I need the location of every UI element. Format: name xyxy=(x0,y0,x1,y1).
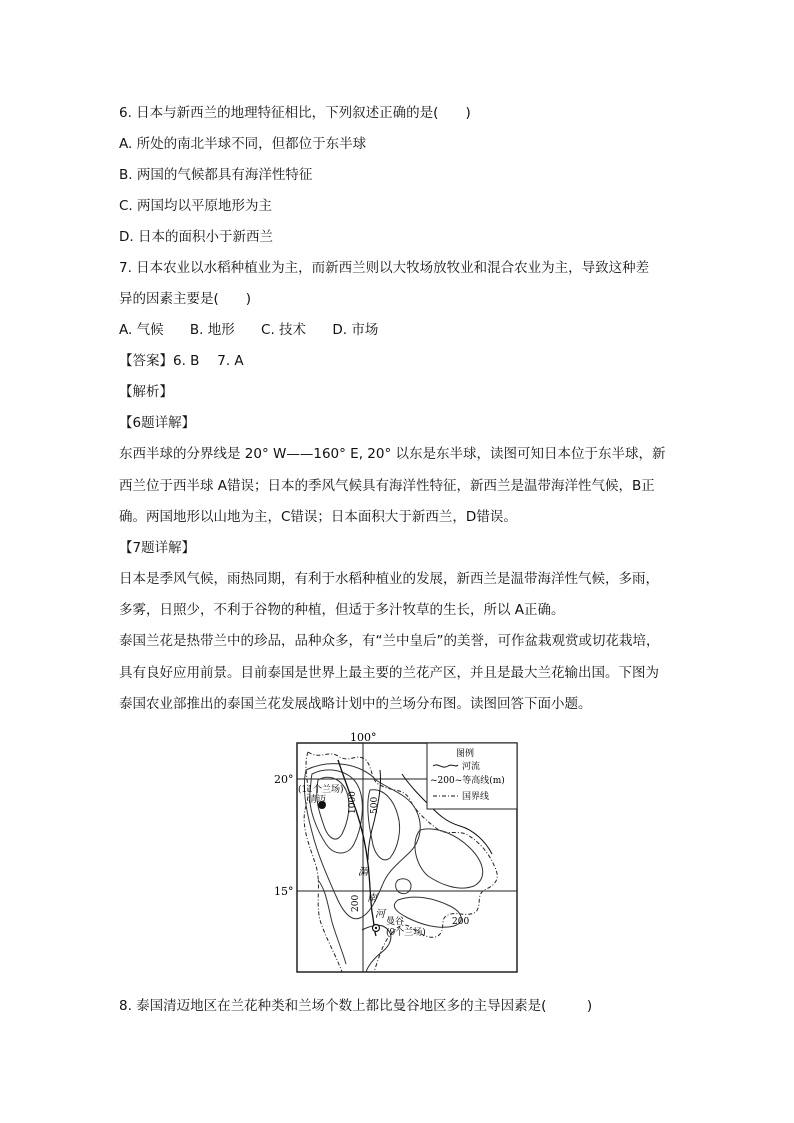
question-7-option-a: A. 气候 xyxy=(119,322,164,338)
bangkok-orchid-count: (9个兰场) xyxy=(386,928,426,938)
legend-river-label: 河流 xyxy=(462,762,481,772)
question-7-option-b: B. 地形 xyxy=(189,322,235,338)
question-6-option-b: B. 两国的气候都具有海洋性特征 xyxy=(119,167,313,183)
contour-label-500: 500 xyxy=(370,796,380,814)
question-6-option-c: C. 两国均以平原地形为主 xyxy=(119,198,273,214)
question-7-stem-line1: 7. 日本农业以水稻种植业为主，而新西兰则以大牧场放牧业和混合农业为主，导致这种差 xyxy=(119,260,650,276)
river-name-char: 湄 xyxy=(358,867,368,878)
question-7-stem-line2: 异的因素主要是( ) xyxy=(119,291,252,307)
detail-6-line: 东西半球的分界线是 20° W——160° E, 20° 以东是东半球，读图可知日本位于东半球，新 xyxy=(119,446,666,462)
legend-border-label: 国界线 xyxy=(462,792,490,802)
detail-6-title: 【6题详解】 xyxy=(119,415,196,431)
river-name-char: 河 xyxy=(375,909,385,920)
detail-6-line: 确。两国地形以山地为主，C错误；日本面积大于新西兰，D错误。 xyxy=(119,509,517,525)
question-7-options xyxy=(119,321,378,339)
question-6-stem: 6. 日本与新西兰的地理特征相比，下列叙述正确的是( ) xyxy=(119,105,471,121)
passage-line: 泰国兰花是热带兰中的珍品，品种众多，有“兰中皇后”的美誉，可作盆栽观赏或切花栽培， xyxy=(119,633,660,649)
bangkok-marker-dot xyxy=(375,927,377,929)
chiangmai-orchid-count: (11个兰场) xyxy=(298,785,344,795)
detail-7-title: 【7题详解】 xyxy=(119,540,196,556)
question-7-option-d: D. 市场 xyxy=(332,322,379,338)
longitude-100-label: 100° xyxy=(350,731,377,744)
legend-title: 图例 xyxy=(456,749,475,759)
answer-line: 【答案】6. B 7. A xyxy=(119,353,244,369)
latitude-20-label: 20° xyxy=(274,773,294,786)
chiangmai-name: 清迈 xyxy=(308,795,327,805)
question-8-stem: 8. 泰国清迈地区在兰花种类和兰场个数上都比曼谷地区多的主导因素是( ) xyxy=(119,998,593,1014)
detail-7-line: 日本是季风气候，雨热同期，有利于水稻种植业的发展，新西兰是温带海洋性气候，多雨， xyxy=(119,571,659,587)
contour-label-1000: 1000 xyxy=(348,791,358,814)
question-6-option-a: A. 所处的南北半球不同，但都位于东半球 xyxy=(119,136,367,152)
passage-line: 泰国农业部推出的泰国兰花发展战略计划中的兰场分布图。读图回答下面小题。 xyxy=(119,696,592,712)
thailand-orchid-map xyxy=(270,730,520,976)
question-7-option-c: C. 技术 xyxy=(261,322,307,338)
analysis-title: 【解析】 xyxy=(119,384,173,400)
detail-7-line: 多雾，日照少，不利于谷物的种植，但适于多汁牧草的生长，所以 A正确。 xyxy=(119,602,565,618)
bangkok-name: 曼谷 xyxy=(386,917,405,927)
river-name-char: 南 xyxy=(367,893,377,904)
legend-contour-label: ~200~等高线(m) xyxy=(430,776,505,786)
detail-6-line: 西兰位于西半球 A错误；日本的季风气候具有海洋性特征，新西兰是温带海洋性气候，B正 xyxy=(119,478,655,494)
latitude-15-label: 15° xyxy=(274,885,294,898)
passage-line: 具有良好应用前景。目前泰国是世界上最主要的兰花产区，并且是最大兰花输出国。下图为 xyxy=(119,665,659,681)
contour-label-200: 200 xyxy=(351,894,361,912)
question-6-option-d: D. 日本的面积小于新西兰 xyxy=(119,229,273,245)
contour-label-200: 200 xyxy=(452,917,470,927)
